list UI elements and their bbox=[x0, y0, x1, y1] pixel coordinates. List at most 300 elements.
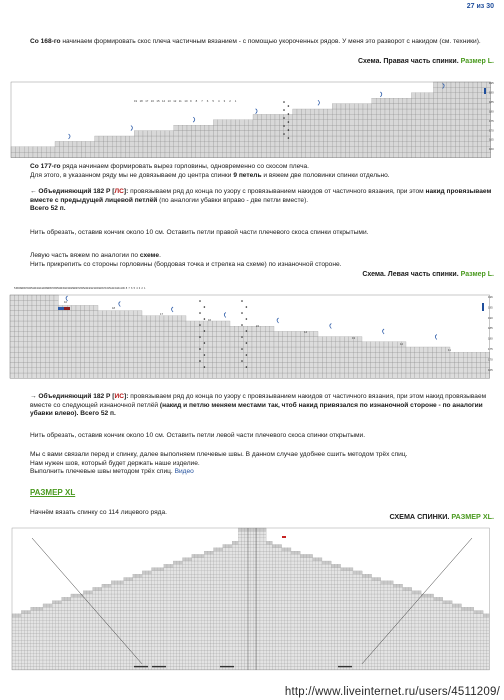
stitch-cell bbox=[201, 617, 204, 620]
stitch-cell bbox=[229, 578, 232, 581]
stitch-cell bbox=[108, 611, 111, 614]
stitch-cell bbox=[99, 637, 102, 640]
stitch-cell bbox=[198, 650, 201, 653]
stitch-cell bbox=[93, 617, 96, 620]
stitch-cell bbox=[32, 300, 36, 305]
stitch-cell bbox=[192, 594, 195, 597]
stitch-cell bbox=[231, 131, 235, 136]
stitch-cell bbox=[201, 571, 204, 574]
stitch-cell bbox=[263, 535, 266, 538]
stitch-cell bbox=[139, 624, 142, 627]
stitch-cell bbox=[156, 147, 160, 152]
stitch-cell bbox=[152, 597, 155, 600]
stitch-cell bbox=[243, 331, 247, 336]
stitch-cell bbox=[165, 131, 169, 136]
stitch-cell bbox=[15, 617, 18, 620]
stitch-cell bbox=[23, 305, 27, 310]
stitch-cell bbox=[473, 82, 477, 87]
stitch-cell bbox=[263, 597, 266, 600]
stitch-cell bbox=[158, 607, 161, 610]
stitch-cell bbox=[235, 630, 238, 633]
stitch-cell bbox=[349, 357, 353, 362]
stitch-cell bbox=[287, 368, 291, 373]
stitch-cell bbox=[245, 630, 248, 633]
stitch-cell bbox=[297, 627, 300, 630]
stitch-cell bbox=[291, 591, 294, 594]
stitch-cell bbox=[432, 373, 436, 378]
stitch-cell bbox=[55, 660, 58, 663]
stitch-cell bbox=[167, 604, 170, 607]
stitch-cell bbox=[98, 311, 102, 316]
stitch-cell bbox=[389, 109, 393, 114]
column-number: 8 bbox=[125, 287, 128, 290]
stitch-cell bbox=[46, 617, 49, 620]
stitch-cell bbox=[99, 147, 103, 152]
stitch-cell bbox=[102, 647, 105, 650]
stitch-cell bbox=[142, 624, 145, 627]
stitch-cell bbox=[23, 352, 27, 357]
stitch-cell bbox=[161, 147, 165, 152]
stitch-cell bbox=[145, 617, 148, 620]
column-number: 49 bbox=[19, 287, 23, 290]
stitch-cell bbox=[68, 627, 71, 630]
stitch-cell bbox=[217, 637, 220, 640]
stitch-cell bbox=[117, 587, 120, 590]
stitch-cell bbox=[234, 347, 238, 352]
stitch-cell bbox=[254, 630, 257, 633]
stitch-cell bbox=[344, 337, 348, 342]
stitch-cell bbox=[19, 347, 23, 352]
stitch-cell bbox=[300, 630, 303, 633]
stitch-cell bbox=[394, 136, 398, 141]
stitch-cell bbox=[296, 331, 300, 336]
stitch-cell bbox=[41, 368, 45, 373]
stitch-cell bbox=[148, 653, 151, 656]
stitch-cell bbox=[285, 564, 288, 567]
stitch-cell bbox=[186, 578, 189, 581]
dot-icon bbox=[204, 306, 206, 308]
stitch-cell bbox=[319, 136, 323, 141]
stitch-cell bbox=[217, 342, 221, 347]
stitch-cell bbox=[161, 604, 164, 607]
stitch-cell bbox=[158, 611, 161, 614]
stitch-cell bbox=[314, 337, 318, 342]
stitch-cell bbox=[241, 578, 244, 581]
stitch-cell bbox=[72, 368, 76, 373]
stitch-cell bbox=[76, 347, 80, 352]
stitch-cell bbox=[142, 581, 145, 584]
row-title-end: ]: bbox=[124, 393, 129, 400]
stitch-cell bbox=[142, 597, 145, 600]
paragraph-text: Нам нужен шов, который будет держать наше изделие. bbox=[30, 459, 200, 467]
stitch-cell bbox=[214, 558, 217, 561]
stitch-cell bbox=[169, 147, 173, 152]
stitch-cell bbox=[241, 591, 244, 594]
stitch-cell bbox=[179, 611, 182, 614]
stitch-cell bbox=[328, 141, 332, 146]
stitch-cell bbox=[469, 136, 473, 141]
stitch-cell bbox=[266, 630, 269, 633]
stitch-cell bbox=[251, 637, 254, 640]
stitch-cell bbox=[62, 627, 65, 630]
stitch-cell bbox=[297, 653, 300, 656]
stitch-cell bbox=[376, 125, 380, 130]
stitch-cell bbox=[441, 347, 445, 352]
stitch-cell bbox=[310, 141, 314, 146]
stitch-cell bbox=[167, 657, 170, 660]
stitch-cell bbox=[429, 104, 433, 109]
stitch-cell bbox=[186, 657, 189, 660]
stitch-cell bbox=[429, 131, 433, 136]
stitch-cell bbox=[438, 120, 442, 125]
stitch-cell bbox=[340, 357, 344, 362]
stitch-cell bbox=[121, 141, 125, 146]
stitch-cell bbox=[238, 644, 241, 647]
stitch-cell bbox=[195, 614, 198, 617]
stitch-cell bbox=[50, 331, 54, 336]
stitch-cell bbox=[45, 295, 49, 300]
video-link[interactable]: Видео bbox=[174, 468, 194, 476]
stitch-cell bbox=[170, 644, 173, 647]
stitch-cell bbox=[477, 125, 481, 130]
stitch-cell bbox=[99, 141, 103, 146]
stitch-cell bbox=[155, 627, 158, 630]
stitch-cell bbox=[220, 620, 223, 623]
stitch-cell bbox=[179, 571, 182, 574]
stitch-cell bbox=[117, 607, 120, 610]
stitch-cell bbox=[31, 630, 34, 633]
stitch-cell bbox=[146, 321, 150, 326]
stitch-cell bbox=[272, 614, 275, 617]
stitch-cell bbox=[291, 604, 294, 607]
stitch-cell bbox=[189, 574, 192, 577]
column-number: 37 bbox=[50, 287, 54, 290]
stitch-cell bbox=[226, 597, 229, 600]
stitch-cell bbox=[83, 624, 86, 627]
stitch-cell bbox=[46, 660, 49, 663]
stitch-cell bbox=[251, 568, 254, 571]
column-number: 17 bbox=[102, 287, 106, 290]
stitch-cell bbox=[148, 644, 151, 647]
stitch-cell bbox=[32, 321, 36, 326]
stitch-cell bbox=[285, 630, 288, 633]
stitch-cell bbox=[164, 347, 168, 352]
column-number: 12 bbox=[173, 99, 177, 104]
stitch-cell bbox=[93, 597, 96, 600]
stitch-cell bbox=[167, 581, 170, 584]
stitch-cell bbox=[293, 109, 297, 114]
stitch-cell bbox=[201, 647, 204, 650]
stitch-cell bbox=[257, 647, 260, 650]
stitch-cell bbox=[155, 568, 158, 571]
stitch-cell bbox=[93, 604, 96, 607]
stitch-cell bbox=[18, 630, 21, 633]
stitch-cell bbox=[272, 548, 275, 551]
stitch-cell bbox=[130, 653, 133, 656]
stitch-cell bbox=[220, 653, 223, 656]
stitch-cell bbox=[152, 591, 155, 594]
column-number: 18 bbox=[99, 287, 103, 290]
stitch-cell bbox=[354, 114, 358, 119]
stitch-cell bbox=[217, 347, 221, 352]
stitch-cell bbox=[81, 141, 85, 146]
stitch-cell bbox=[139, 152, 143, 157]
stitch-cell bbox=[257, 548, 260, 551]
stitch-cell bbox=[315, 120, 319, 125]
stitch-cell bbox=[121, 594, 124, 597]
stitch-cell bbox=[173, 331, 177, 336]
stitch-cell bbox=[189, 601, 192, 604]
stitch-cell bbox=[77, 627, 80, 630]
stitch-cell bbox=[36, 363, 40, 368]
paragraph-text: Мы с вами связали перед и спинку, далее выполняем плечевые швы. В данном случае удобнее сшить методом трёх спиц. bbox=[30, 451, 408, 458]
stitch-cell bbox=[274, 368, 278, 373]
stitch-cell bbox=[102, 604, 105, 607]
stitch-cell bbox=[179, 660, 182, 663]
stitch-cell bbox=[43, 630, 46, 633]
stitch-cell bbox=[293, 147, 297, 152]
stitch-cell bbox=[238, 561, 241, 564]
stitch-cell bbox=[332, 136, 336, 141]
stitch-cell bbox=[300, 347, 304, 352]
stitch-cell bbox=[214, 627, 217, 630]
stitch-cell bbox=[117, 601, 120, 604]
stitch-cell bbox=[381, 136, 385, 141]
stitch-cell bbox=[117, 141, 121, 146]
step-number: 16 bbox=[208, 318, 212, 322]
stitch-cell bbox=[34, 663, 37, 666]
stitch-cell bbox=[310, 120, 314, 125]
stitch-cell bbox=[416, 125, 420, 130]
stitch-cell bbox=[204, 607, 207, 610]
stitch-cell bbox=[403, 104, 407, 109]
stitch-cell bbox=[90, 624, 93, 627]
stitch-cell bbox=[176, 640, 179, 643]
stitch-cell bbox=[46, 637, 49, 640]
stitch-cell bbox=[473, 104, 477, 109]
stitch-cell bbox=[18, 617, 21, 620]
stitch-cell bbox=[160, 326, 164, 331]
stitch-cell bbox=[124, 597, 127, 600]
stitch-cell bbox=[111, 663, 114, 666]
stitch-cell bbox=[300, 597, 303, 600]
stitch-cell bbox=[243, 373, 247, 378]
stitch-cell bbox=[253, 141, 257, 146]
stitch-cell bbox=[278, 368, 282, 373]
stitch-cell bbox=[263, 571, 266, 574]
stitch-cell bbox=[366, 363, 370, 368]
stitch-cell bbox=[241, 594, 244, 597]
stitch-cell bbox=[155, 637, 158, 640]
stitch-cell bbox=[83, 634, 86, 637]
stitch-cell bbox=[164, 620, 167, 623]
stitch-cell bbox=[217, 653, 220, 656]
stitch-cell bbox=[117, 597, 120, 600]
stitch-cell bbox=[23, 347, 27, 352]
stitch-cell bbox=[207, 644, 210, 647]
stitch-cell bbox=[170, 627, 173, 630]
stitch-cell bbox=[411, 109, 415, 114]
stitch-cell bbox=[231, 152, 235, 157]
stitch-cell bbox=[272, 607, 275, 610]
stitch-cell bbox=[291, 571, 294, 574]
stitch-cell bbox=[223, 657, 226, 660]
stitch-cell bbox=[170, 663, 173, 666]
stitch-cell bbox=[195, 558, 198, 561]
stitch-cell bbox=[285, 650, 288, 653]
stitch-cell bbox=[245, 538, 248, 541]
stitch-cell bbox=[146, 331, 150, 336]
stitch-cell bbox=[14, 342, 18, 347]
stitch-cell bbox=[323, 114, 327, 119]
stitch-cell bbox=[220, 634, 223, 637]
dot-icon bbox=[241, 324, 243, 326]
stitch-cell bbox=[375, 342, 379, 347]
stitch-cell bbox=[24, 152, 28, 157]
stitch-cell bbox=[226, 321, 230, 326]
stitch-cell bbox=[103, 147, 107, 152]
stitch-cell bbox=[218, 131, 222, 136]
stitch-cell bbox=[37, 644, 40, 647]
stitch-cell bbox=[127, 591, 130, 594]
stitch-cell bbox=[124, 321, 128, 326]
dot-icon bbox=[288, 129, 290, 131]
dot-icon bbox=[241, 336, 243, 338]
stitch-cell bbox=[243, 347, 247, 352]
stitch-cell bbox=[36, 305, 40, 310]
stitch-cell bbox=[291, 561, 294, 564]
stitch-cell bbox=[419, 363, 423, 368]
stitch-cell bbox=[294, 663, 297, 666]
stitch-cell bbox=[93, 601, 96, 604]
stitch-cell bbox=[173, 644, 176, 647]
stitch-cell bbox=[310, 147, 314, 152]
stitch-cell bbox=[226, 342, 230, 347]
stitch-cell bbox=[178, 131, 182, 136]
stitch-cell bbox=[151, 347, 155, 352]
stitch-cell bbox=[235, 617, 238, 620]
stitch-cell bbox=[83, 620, 86, 623]
stitch-cell bbox=[139, 611, 142, 614]
stitch-cell bbox=[288, 657, 291, 660]
stitch-cell bbox=[152, 630, 155, 633]
stitch-cell bbox=[226, 650, 229, 653]
stitch-cell bbox=[173, 611, 176, 614]
stitch-cell bbox=[192, 558, 195, 561]
stitch-cell bbox=[265, 363, 269, 368]
stitch-cell bbox=[198, 594, 201, 597]
stitch-cell bbox=[99, 587, 102, 590]
stitch-cell bbox=[34, 627, 37, 630]
stitch-cell bbox=[288, 597, 291, 600]
stitch-cell bbox=[142, 650, 145, 653]
stitch-cell bbox=[117, 136, 121, 141]
stitch-cell bbox=[460, 141, 464, 146]
stitch-cell bbox=[186, 620, 189, 623]
stitch-cell bbox=[455, 147, 459, 152]
stitch-cell bbox=[376, 104, 380, 109]
stitch-cell bbox=[164, 578, 167, 581]
stitch-cell bbox=[186, 587, 189, 590]
stitch-cell bbox=[54, 300, 58, 305]
stitch-cell bbox=[282, 591, 285, 594]
stitch-cell bbox=[272, 568, 275, 571]
stitch-cell bbox=[407, 109, 411, 114]
stitch-cell bbox=[50, 347, 54, 352]
stitch-cell bbox=[65, 614, 68, 617]
stitch-cell bbox=[111, 357, 115, 362]
stitch-cell bbox=[32, 357, 36, 362]
stitch-cell bbox=[130, 620, 133, 623]
stitch-cell bbox=[46, 627, 49, 630]
stitch-cell bbox=[239, 342, 243, 347]
stitch-cell bbox=[199, 326, 203, 331]
dot-icon bbox=[246, 306, 248, 308]
stitch-cell bbox=[260, 538, 263, 541]
stitch-cell bbox=[124, 647, 127, 650]
stitch-cell bbox=[189, 640, 192, 643]
stitch-cell bbox=[279, 120, 283, 125]
stitch-cell bbox=[226, 347, 230, 352]
stitch-cell bbox=[306, 114, 310, 119]
stitch-cell bbox=[241, 667, 244, 670]
stitch-cell bbox=[230, 347, 234, 352]
stitch-cell bbox=[114, 591, 117, 594]
stitch-cell bbox=[238, 640, 241, 643]
stitch-cell bbox=[68, 597, 71, 600]
stitch-cell bbox=[473, 147, 477, 152]
stitch-cell bbox=[220, 548, 223, 551]
stitch-cell bbox=[460, 114, 464, 119]
stitch-cell bbox=[23, 311, 27, 316]
stitch-cell bbox=[63, 347, 67, 352]
stitch-cell bbox=[275, 147, 279, 152]
stitch-cell bbox=[300, 578, 303, 581]
stitch-cell bbox=[454, 363, 458, 368]
stitch-cell bbox=[254, 528, 257, 531]
stitch-cell bbox=[207, 624, 210, 627]
stitch-cell bbox=[300, 640, 303, 643]
stitch-cell bbox=[43, 653, 46, 656]
stitch-cell bbox=[309, 373, 313, 378]
stitch-cell bbox=[251, 548, 254, 551]
stitch-cell bbox=[332, 152, 336, 157]
stitch-cell bbox=[195, 597, 198, 600]
stitch-cell bbox=[40, 667, 43, 670]
stitch-cell bbox=[89, 305, 93, 310]
stitch-cell bbox=[36, 316, 40, 321]
stitch-cell bbox=[284, 147, 288, 152]
stitch-cell bbox=[210, 650, 213, 653]
stitch-cell bbox=[96, 601, 99, 604]
stitch-cell bbox=[282, 548, 285, 551]
stitch-cell bbox=[138, 331, 142, 336]
stitch-cell bbox=[473, 141, 477, 146]
stitch-cell bbox=[189, 647, 192, 650]
stitch-cell bbox=[380, 357, 384, 362]
stitch-cell bbox=[322, 352, 326, 357]
stitch-cell bbox=[297, 647, 300, 650]
stitch-cell bbox=[142, 574, 145, 577]
stitch-cell bbox=[279, 597, 282, 600]
dot-icon bbox=[241, 312, 243, 314]
stitch-cell bbox=[296, 352, 300, 357]
stitch-cell bbox=[124, 311, 128, 316]
stitch-cell bbox=[124, 617, 127, 620]
stitch-cell bbox=[198, 581, 201, 584]
stitch-cell bbox=[266, 627, 269, 630]
stitch-cell bbox=[235, 640, 238, 643]
